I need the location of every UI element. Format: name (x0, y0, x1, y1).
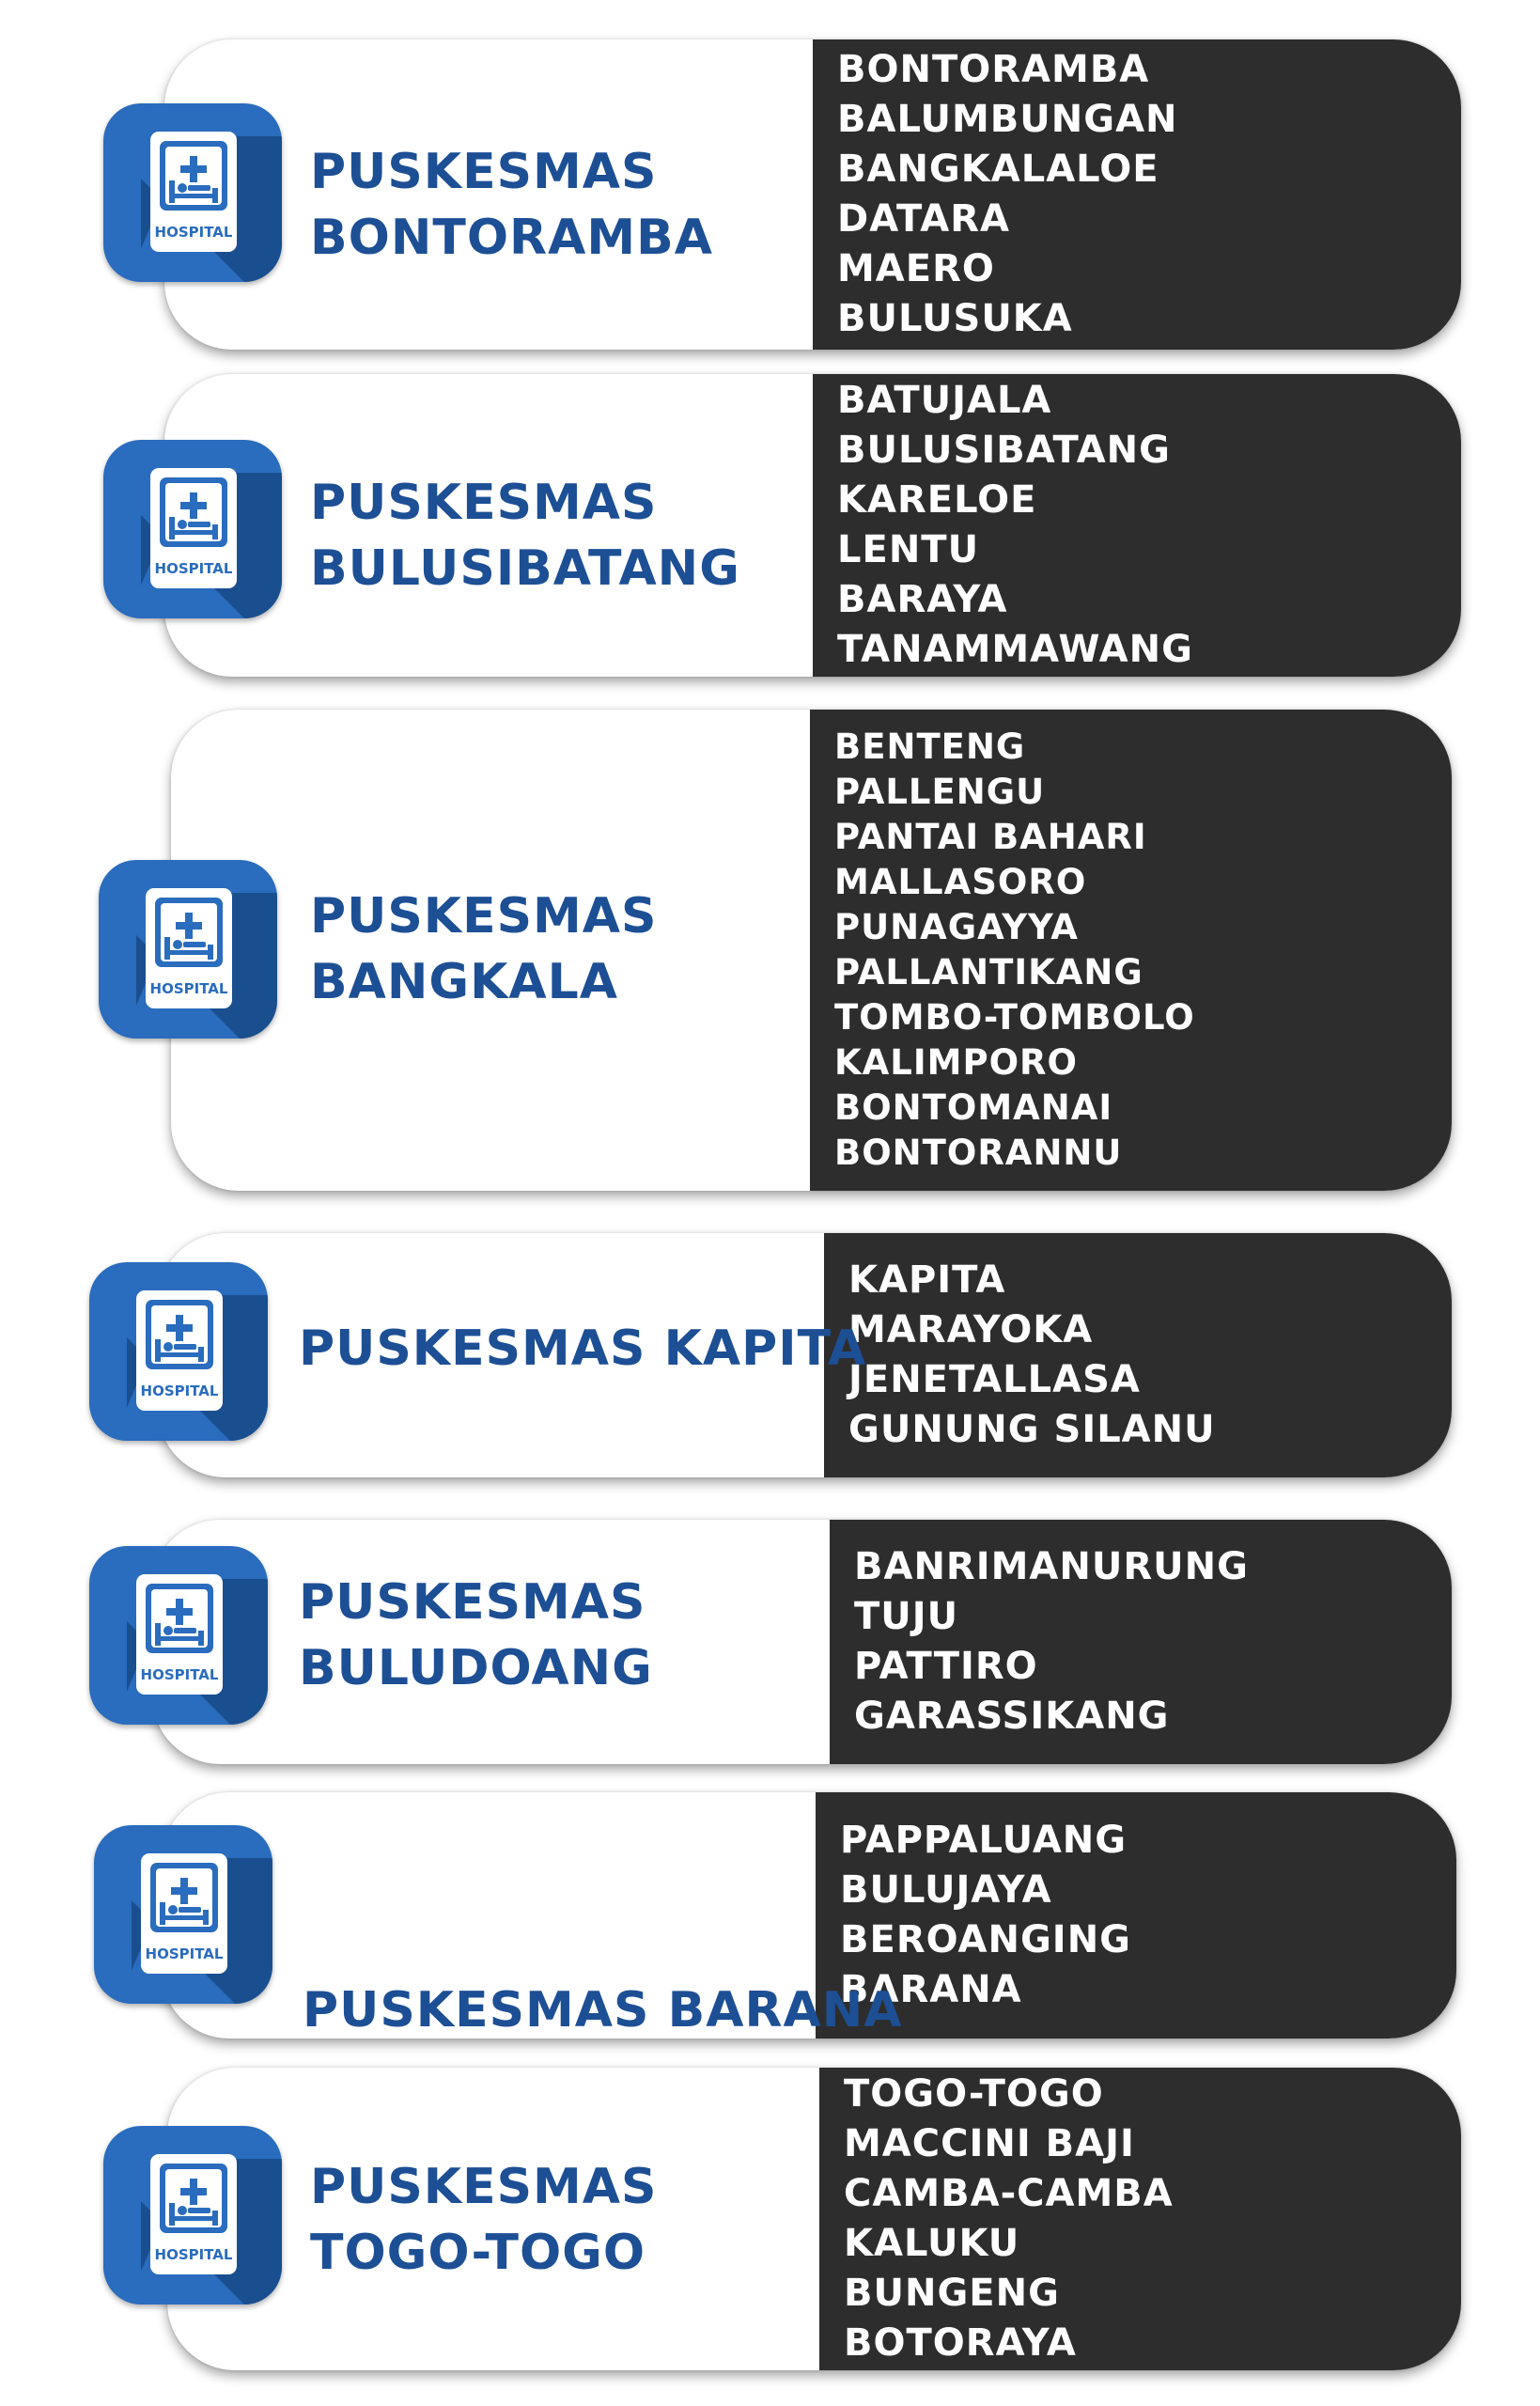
village-item: BATUJALA (837, 379, 1052, 422)
village-item: TOGO-TOGO (844, 2072, 1104, 2116)
title-line: PUSKESMAS BARANA (303, 1982, 903, 2039)
title-line: PUSKESMAS (299, 1574, 646, 1631)
village-item: BANGKALALOE (837, 148, 1159, 191)
village-item: BANRIMANURUNG (854, 1545, 1249, 1588)
title-line: TOGO-TOGO (310, 2225, 646, 2281)
village-item: PALLANTIKANG (834, 952, 1143, 992)
puskesmas-title (310, 2154, 658, 2286)
title-line: BONTORAMBA (310, 210, 713, 266)
village-item: JENETALLASA (848, 1358, 1141, 1401)
village-item: LENTU (837, 528, 980, 571)
puskesmas-title (310, 883, 658, 1015)
puskesmas-title (299, 1316, 866, 1382)
village-item: PAPPALUANG (840, 1819, 1128, 1862)
title-line: BULUDOANG (299, 1640, 653, 1696)
village-item: BULUJAYA (840, 1868, 1052, 1912)
village-item: KAPITA (848, 1258, 1006, 1302)
hospital-label: HOSPITAL (140, 1666, 219, 1683)
title-line: PUSKESMAS (310, 2159, 658, 2215)
village-list (824, 1233, 1452, 1477)
village-item: MALLASORO (834, 862, 1087, 902)
village-list (810, 710, 1452, 1191)
title-line: BANGKALA (310, 954, 618, 1010)
hospital-label: HOSPITAL (154, 560, 233, 577)
title-line: PUSKESMAS (310, 475, 658, 531)
village-list (830, 1520, 1452, 1764)
puskesmas-title (310, 470, 740, 602)
village-item: BULUSIBATANG (837, 429, 1171, 472)
village-item: BENTENG (834, 726, 1026, 767)
hospital-icon (103, 440, 282, 618)
title-line: PUSKESMAS (310, 888, 658, 945)
village-item: BUNGENG (844, 2272, 1060, 2315)
village-item: KALIMPORO (834, 1042, 1078, 1083)
hospital-icon (103, 2126, 282, 2304)
village-item: KALUKU (844, 2222, 1020, 2265)
village-item: BOTORAYA (844, 2321, 1077, 2365)
village-item: BONTORANNU (834, 1133, 1123, 1173)
village-list (819, 2068, 1461, 2370)
village-item: MARAYOKA (848, 1308, 1094, 1351)
village-item: DATARA (837, 197, 1010, 241)
puskesmas-title (299, 1570, 653, 1701)
village-item: BULUSUKA (837, 297, 1073, 340)
village-list (813, 39, 1461, 350)
hospital-icon (99, 860, 277, 1039)
village-item: BALUMBUNGAN (837, 98, 1178, 141)
hospital-icon (89, 1546, 268, 1725)
hospital-label: HOSPITAL (140, 1383, 219, 1399)
title-line: PUSKESMAS KAPITA (299, 1320, 867, 1377)
puskesmas-title (303, 1977, 903, 2043)
village-item: PALLENGU (834, 772, 1046, 812)
hospital-label: HOSPITAL (149, 980, 228, 997)
hospital-label: HOSPITAL (154, 2246, 233, 2263)
village-item: PUNAGAYYA (834, 907, 1079, 947)
village-item: GUNUNG SILANU (848, 1408, 1216, 1451)
village-item: BONTOMANAI (834, 1087, 1113, 1128)
village-item: BARAYA (837, 578, 1008, 621)
puskesmas-title (310, 139, 713, 271)
village-list (813, 374, 1461, 677)
village-item: CAMBA-CAMBA (844, 2172, 1174, 2215)
hospital-label: HOSPITAL (145, 1945, 224, 1962)
village-item: TANAMMAWANG (837, 628, 1193, 671)
village-item: KARELOE (837, 478, 1037, 522)
hospital-icon (94, 1825, 272, 2004)
village-item: MAERO (837, 247, 995, 290)
hospital-label: HOSPITAL (154, 224, 233, 241)
village-item: GARASSIKANG (854, 1695, 1170, 1738)
village-item: BEROANGING (840, 1918, 1131, 1961)
title-line: BULUSIBATANG (310, 540, 740, 597)
village-list (816, 1792, 1456, 2039)
village-item: MACCINI BAJI (844, 2122, 1135, 2165)
title-line: PUSKESMAS (310, 144, 658, 200)
hospital-icon (103, 103, 282, 282)
village-item: TOMBO-TOMBOLO (834, 997, 1195, 1038)
village-item: TUJU (854, 1595, 959, 1638)
village-item: PANTAI BAHARI (834, 817, 1147, 857)
village-item: BARANA (840, 1968, 1022, 2011)
hospital-icon (89, 1262, 268, 1441)
village-item: PATTIRO (854, 1645, 1038, 1688)
village-item: BONTORAMBA (837, 48, 1150, 91)
